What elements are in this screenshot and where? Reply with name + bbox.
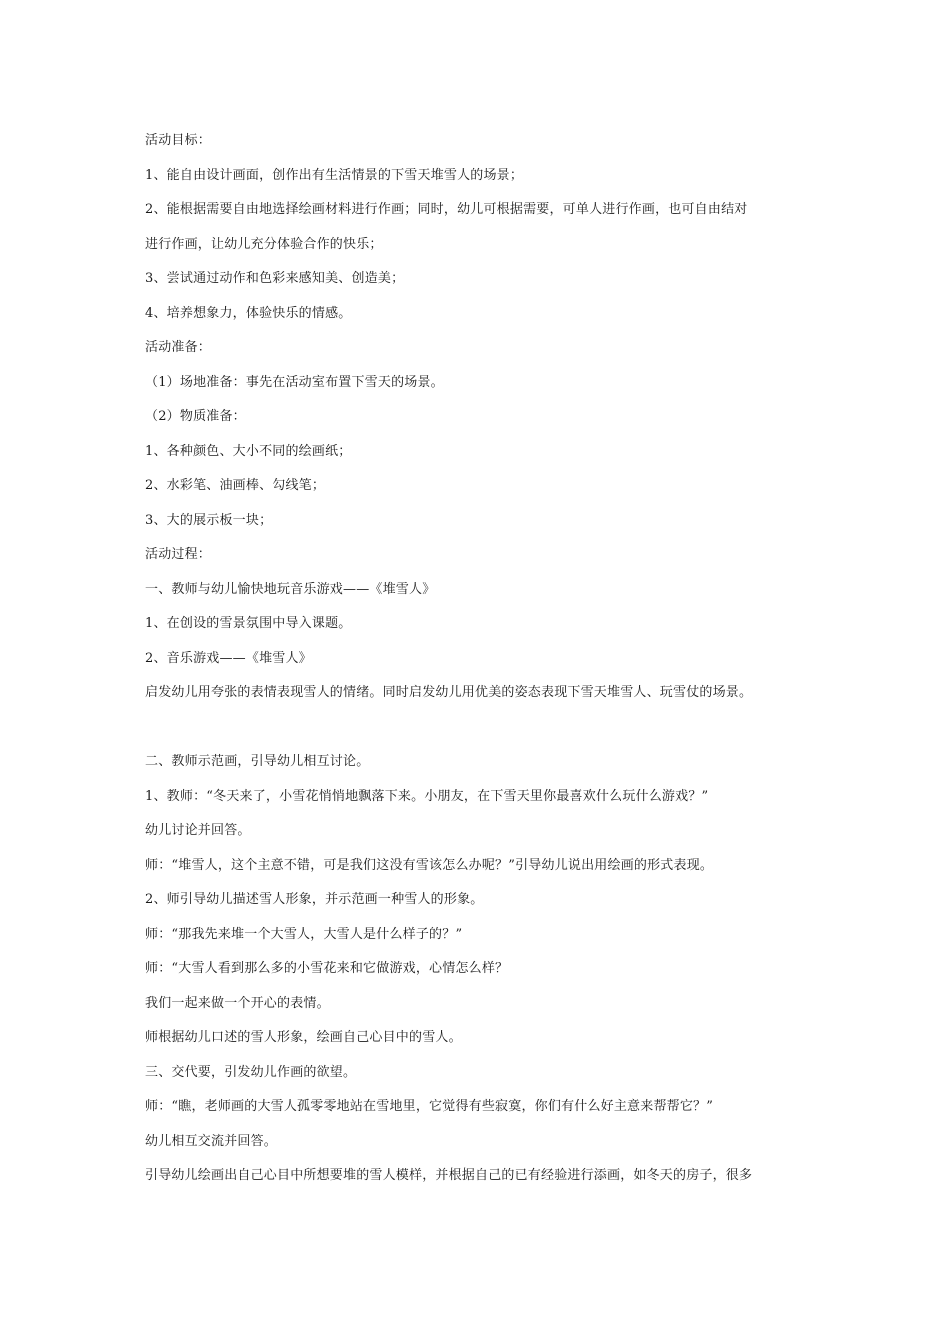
text-line: 3、大的展示板一块； [145,512,273,528]
text-line: 师：“堆雪人，这个主意不错，可是我们这没有雪该怎么办呢？”引导幼儿说出用绘画的形式表现。 [145,857,714,873]
text-line: 4、培养想象力，体验快乐的情感。 [145,305,352,321]
text-line: （1）场地准备：事先在活动室布置下雪天的场景。 [145,374,444,390]
text-line: 一、教师与幼儿愉快地玩音乐游戏——《堆雪人》 [145,581,436,597]
text-line: 幼儿讨论并回答。 [145,823,251,838]
text-line: 师根据幼儿口述的雪人形象，绘画自己心目中的雪人。 [145,1030,462,1045]
text-line: 1、能自由设计画面，创作出有生活情景的下雪天堆雪人的场景； [145,167,524,183]
text-line: 1、教师：“冬天来了，小雪花悄悄地飘落下来。小朋友，在下雪天里你最喜欢什么玩什么游戏？” [145,788,709,804]
document-body [145,124,810,1194]
text-line: 2、能根据需要自由地选择绘画材料进行作画；同时，幼儿可根据需要，可单人进行作画，也可自由结对 [145,202,748,217]
section-heading-process: 活动过程： [145,547,212,562]
section-heading-preparation: 活动准备： [145,340,212,355]
text-line: 进行作画，让幼儿充分体验合作的快乐； [145,236,383,252]
text-line: 2、水彩笔、油画棒、勾线笔； [145,478,326,493]
text-line: 3、尝试通过动作和色彩来感知美、创造美； [145,271,405,286]
text-line: 师：“那我先来堆一个大雪人，大雪人是什么样子的？” [145,926,463,942]
text-line: 幼儿相互交流并回答。 [145,1133,278,1149]
text-line: 启发幼儿用夸张的表情表现雪人的情绪。同时启发幼儿用优美的姿态表现下雪天堆雪人、玩雪仗的场景。 [145,685,753,700]
text-line: 2、音乐游戏——《堆雪人》 [145,650,312,666]
text-line: 三、交代要，引发幼儿作画的欲望。 [145,1064,357,1080]
text-line: 师：“大雪人看到那么多的小雪花来和它做游戏，心情怎么样？ [145,961,509,976]
blank-line [145,711,810,746]
text-line: 师：“瞧，老师画的大雪人孤零零地站在雪地里，它觉得有些寂寞，你们有什么好主意来帮帮它？” [145,1099,714,1114]
text-line: 1、在创设的雪景氛围中导入课题。 [145,616,352,631]
section-heading-goals: 活动目标： [145,133,212,148]
text-line: 2、师引导幼儿描述雪人形象，并示范画一种雪人的形象。 [145,892,484,907]
text-line: 二、教师示范画，引导幼儿相互讨论。 [145,754,370,769]
text-line: 1、各种颜色、大小不同的绘画纸； [145,443,352,459]
text-line: 引导幼儿绘画出自己心目中所想要堆的雪人模样，并根据自己的已有经验进行添画，如冬天的房子，很多 [145,1168,753,1183]
text-line: （2）物质准备： [145,409,246,424]
text-line: 我们一起来做一个开心的表情。 [145,995,330,1011]
